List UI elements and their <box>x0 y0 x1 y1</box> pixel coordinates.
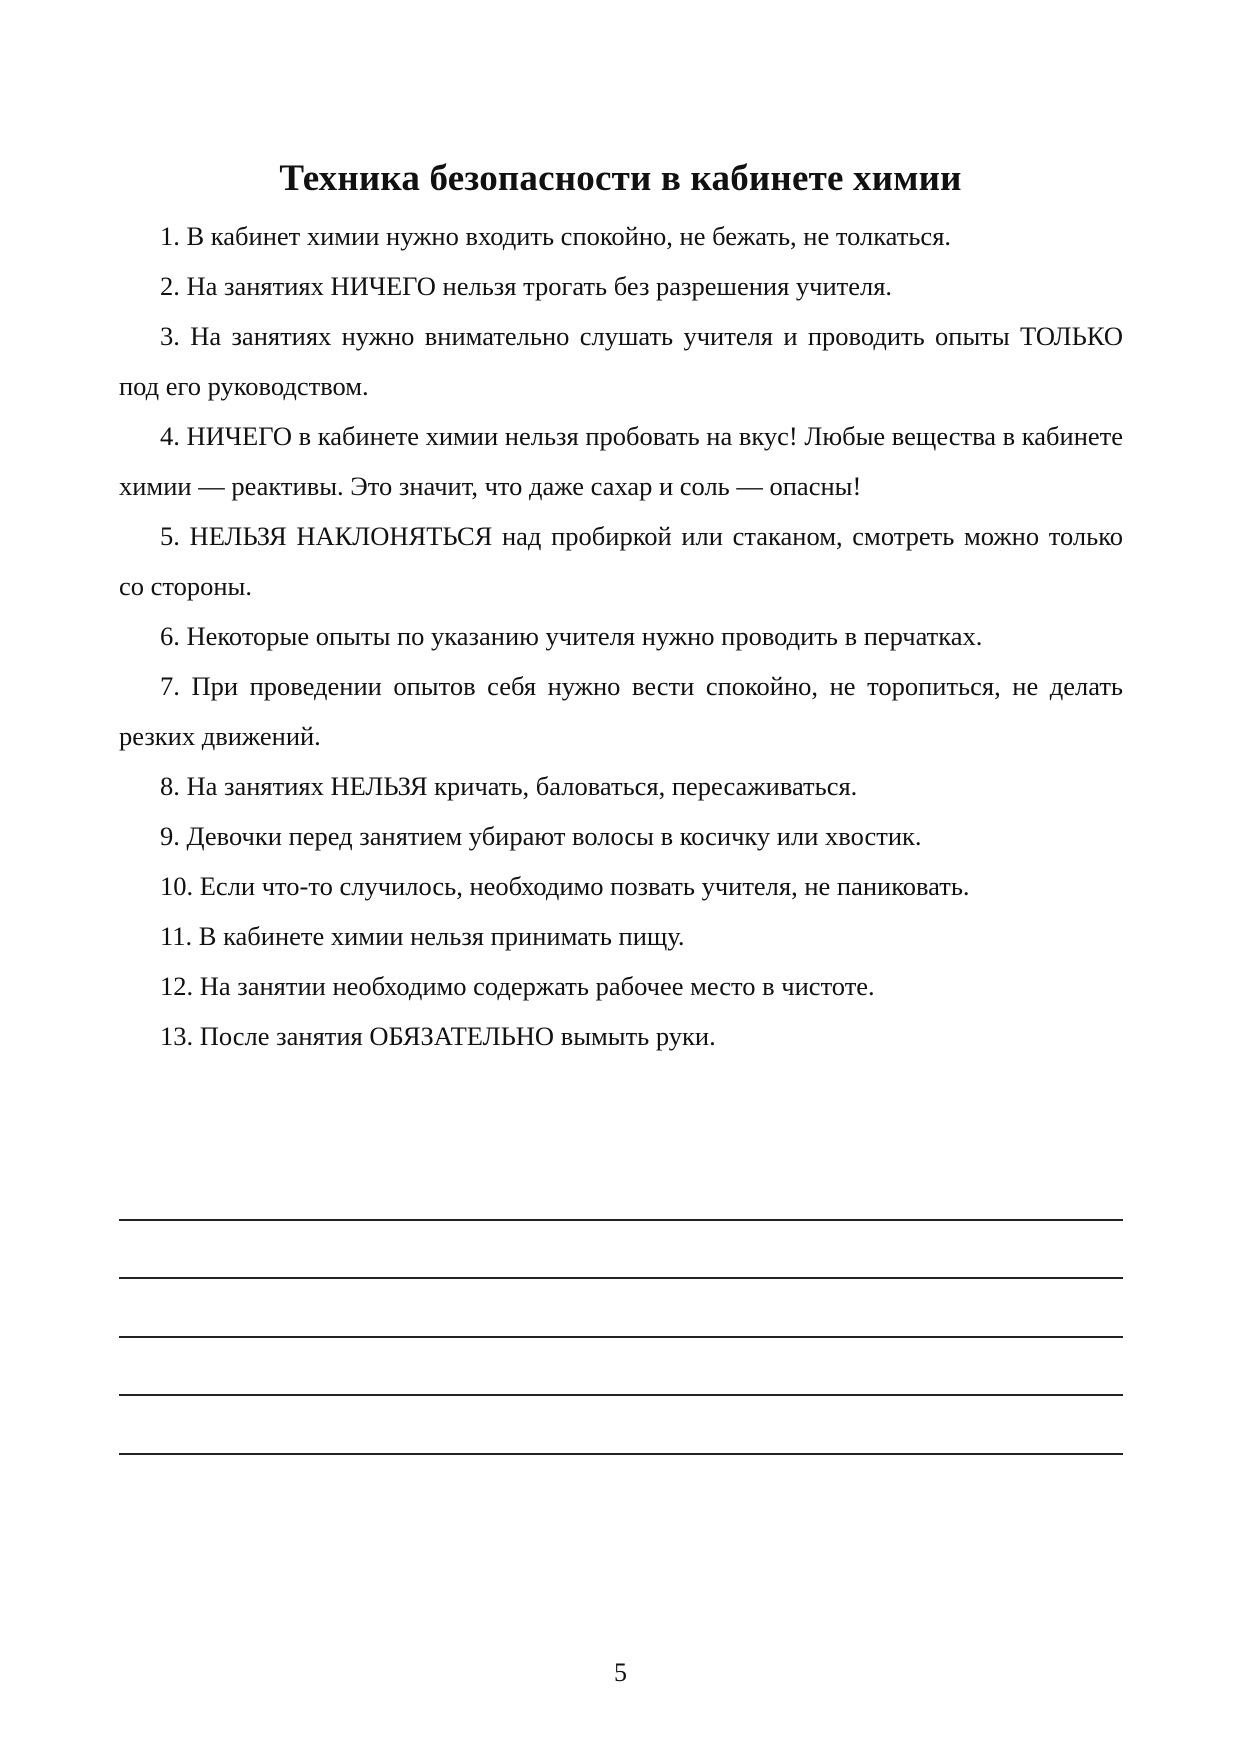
rule-item-5: 5. НЕЛЬЗЯ НАКЛОНЯТЬСЯ над пробиркой или стаканом, смотреть можно только со стороны. <box>119 521 1123 601</box>
blank-line-3 <box>119 1279 1123 1338</box>
rule-item-6: 6. Некоторые опыты по указанию учителя нужно проводить в перчатках. <box>160 621 983 651</box>
rule-item-2: 2. На занятиях НИЧЕГО нельзя трогать без разрешения учителя. <box>160 271 893 301</box>
rule-item-12: 12. На занятии необходимо содержать рабочее место в чистоте. <box>160 971 875 1001</box>
blank-line-2 <box>119 1221 1123 1280</box>
rule-item-4: 4. НИЧЕГО в кабинете химии нельзя пробовать на вкус! Любые вещества в кабинете химии — реактивы. Это значит, что даже сахар и соль — опасны! <box>119 421 1123 501</box>
blank-line-4 <box>119 1338 1123 1397</box>
rule-item-13: 13. После занятия ОБЯЗАТЕЛЬНО вымыть руки. <box>160 1021 716 1051</box>
blank-line-1 <box>119 1162 1123 1221</box>
rule-item-10: 10. Если что-то случилось, необходимо позвать учителя, не паниковать. <box>160 871 970 901</box>
notes-blank-lines <box>119 1162 1123 1455</box>
rule-item-3: 3. На занятиях нужно внимательно слушать учителя и проводить опыты ТОЛЬКО под его руководством. <box>119 321 1123 401</box>
rule-item-1: 1. В кабинет химии нужно входить спокойно, не бежать, не толкаться. <box>160 221 952 251</box>
safety-rules-list <box>119 211 1123 1061</box>
rule-item-11: 11. В кабинете химии нельзя принимать пищу. <box>160 921 685 951</box>
blank-line-5 <box>119 1396 1123 1455</box>
rule-item-8: 8. На занятиях НЕЛЬЗЯ кричать, баловаться, пересаживаться. <box>160 771 858 801</box>
page-title: Техника безопасности в кабинете химии <box>279 158 962 199</box>
rule-item-9: 9. Девочки перед занятием убирают волосы в косичку или хвостик. <box>160 821 922 851</box>
page-number: 5 <box>614 1658 627 1687</box>
rule-item-7: 7. При проведении опытов себя нужно вести спокойно, не торопиться, не делать резких движений. <box>119 671 1123 751</box>
